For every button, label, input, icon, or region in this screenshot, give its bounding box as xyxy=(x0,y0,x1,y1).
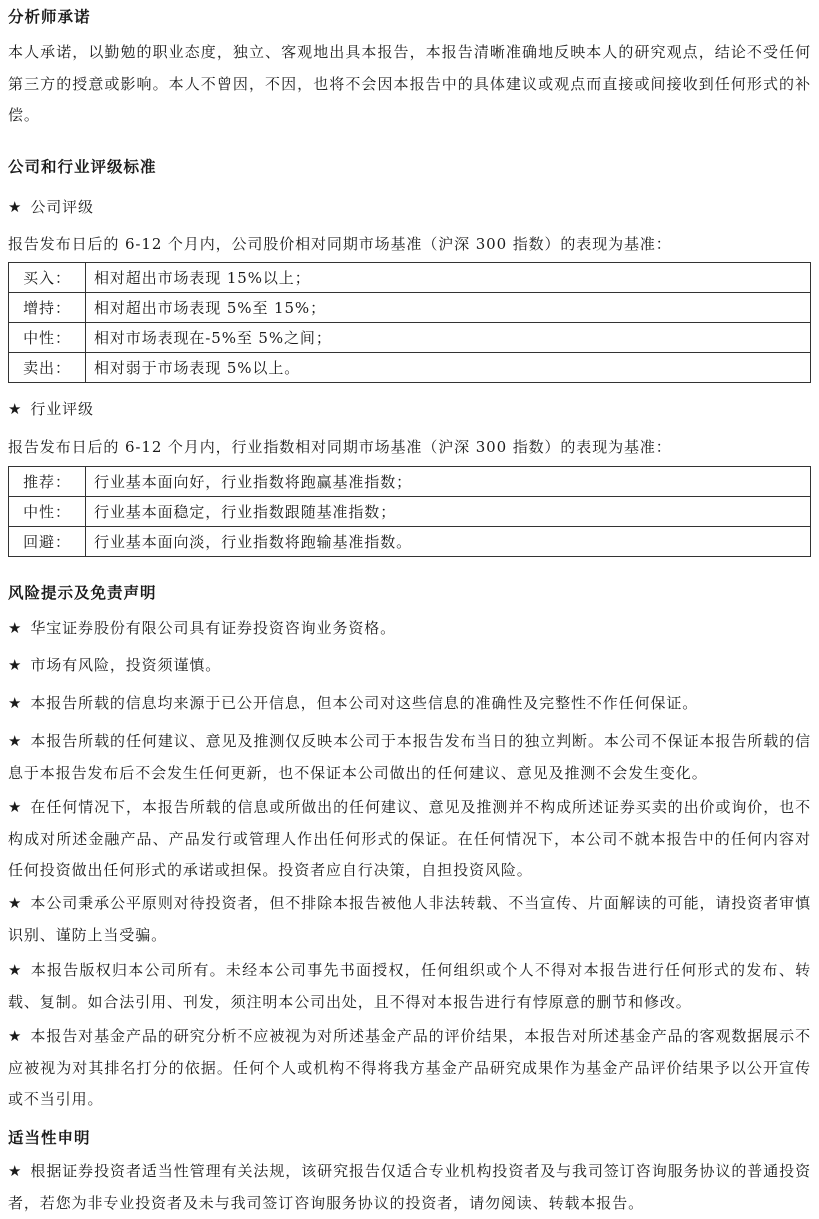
risk-item: ★ 本报告版权归本公司所有。未经本公司事先书面授权，任何组织或个人不得对本报告进行任何形式的发布、转载、复制。如合法引用、刊发，须注明本公司出处，且不得对本报告进行有悖原意的删节和修改。 xyxy=(8,961,811,1011)
risk-item: ★ 本公司秉承公平原则对待投资者，但不排除本报告被他人非法转载、不当宣传、片面解读的可能，请投资者审慎识别、谨防上当受骗。 xyxy=(8,894,811,944)
rating-label: 推荐： xyxy=(9,467,86,497)
risk-item: ★ 本报告所载的任何建议、意见及推测仅反映本公司于本报告发布当日的独立判断。本公司不保证本报告所载的信息于本报告发布后不会发生任何更新，也不保证本公司做出的任何建议、意见及推测不会发生变化。 xyxy=(8,732,811,782)
analyst-commitment-text: 本人承诺，以勤勉的职业态度，独立、客观地出具本报告，本报告清晰准确地反映本人的研究观点，结论不受任何第三方的授意或影响。本人不曾因，不因，也将不会因本报告中的具体建议或观点而直接或间接收到任何形式的补偿。 xyxy=(8,43,811,124)
industry-rating-label: ★ 行业评级 xyxy=(8,400,94,418)
rating-standard-heading: 公司和行业评级标准 xyxy=(8,158,157,176)
rating-label: 中性： xyxy=(9,497,86,527)
risk-item: ★ 市场有风险，投资须谨慎。 xyxy=(8,656,222,674)
rating-label: 买入： xyxy=(9,263,86,293)
industry-rating-intro: 报告发布日后的 6-12 个月内，行业指数相对同期市场基准（沪深 300 指数）的表现为基准： xyxy=(8,438,672,456)
star-icon: ★ xyxy=(8,619,23,637)
star-icon: ★ xyxy=(8,894,23,912)
company-rating-intro: 报告发布日后的 6-12 个月内，公司股价相对同期市场基准（沪深 300 指数）的表现为基准： xyxy=(8,235,672,253)
star-icon: ★ xyxy=(8,1162,23,1180)
company-rating-table xyxy=(8,262,811,383)
rating-label: 卖出： xyxy=(9,353,86,383)
rating-desc: 相对超出市场表现 15%以上； xyxy=(86,263,811,293)
table-row xyxy=(9,323,811,353)
star-icon: ★ xyxy=(8,400,23,418)
analyst-commitment-heading: 分析师承诺 xyxy=(8,8,91,26)
suitability-heading: 适当性申明 xyxy=(8,1129,91,1147)
star-icon: ★ xyxy=(8,656,23,674)
risk-disclaimer-heading: 风险提示及免责声明 xyxy=(8,584,157,602)
company-rating-label: ★ 公司评级 xyxy=(8,198,94,216)
risk-item: ★ 华宝证券股份有限公司具有证券投资咨询业务资格。 xyxy=(8,619,397,637)
star-icon: ★ xyxy=(8,732,23,750)
table-row xyxy=(9,467,811,497)
rating-label: 中性： xyxy=(9,323,86,353)
table-row xyxy=(9,527,811,557)
table-row xyxy=(9,293,811,323)
suitability-item: ★ 根据证券投资者适当性管理有关法规，该研究报告仅适合专业机构投资者及与我司签订咨询服务协议的普通投资者，若您为非专业投资者及未与我司签订咨询服务协议的投资者，请勿阅读、转载本报告。 xyxy=(8,1162,811,1212)
risk-item: ★ 本报告对基金产品的研究分析不应被视为对所述基金产品的评价结果，本报告对所述基金产品的客观数据展示不应被视为对其排名打分的依据。任何个人或机构不得将我方基金产品研究成果作为基金产品评价结果予以公开宣传或不当引用。 xyxy=(8,1027,811,1108)
industry-rating-table xyxy=(8,466,811,557)
rating-desc: 相对弱于市场表现 5%以上。 xyxy=(86,353,811,383)
risk-item: ★ 在任何情况下，本报告所载的信息或所做出的任何建议、意见及推测并不构成所述证券买卖的出价或询价，也不构成对所述金融产品、产品发行或管理人作出任何形式的保证。在任何情况下，本公司不就本报告中的任何内容对任何投资做出任何形式的承诺或担保。投资者应自行决策，自担投资风险。 xyxy=(8,798,811,879)
rating-label: 回避： xyxy=(9,527,86,557)
rating-desc: 行业基本面向好，行业指数将跑赢基准指数； xyxy=(86,467,811,497)
table-row xyxy=(9,263,811,293)
rating-desc: 行业基本面稳定，行业指数跟随基准指数； xyxy=(86,497,811,527)
table-row xyxy=(9,497,811,527)
star-icon: ★ xyxy=(8,198,23,216)
rating-desc: 相对超出市场表现 5%至 15%； xyxy=(86,293,811,323)
star-icon: ★ xyxy=(8,694,23,712)
table-row xyxy=(9,353,811,383)
risk-item: ★ 本报告所载的信息均来源于已公开信息，但本公司对这些信息的准确性及完整性不作任何保证。 xyxy=(8,694,699,712)
rating-desc: 相对市场表现在-5%至 5%之间； xyxy=(86,323,811,353)
star-icon: ★ xyxy=(8,1027,23,1045)
star-icon: ★ xyxy=(8,961,23,979)
star-icon: ★ xyxy=(8,798,23,816)
rating-desc: 行业基本面向淡，行业指数将跑输基准指数。 xyxy=(86,527,811,557)
rating-label: 增持： xyxy=(9,293,86,323)
